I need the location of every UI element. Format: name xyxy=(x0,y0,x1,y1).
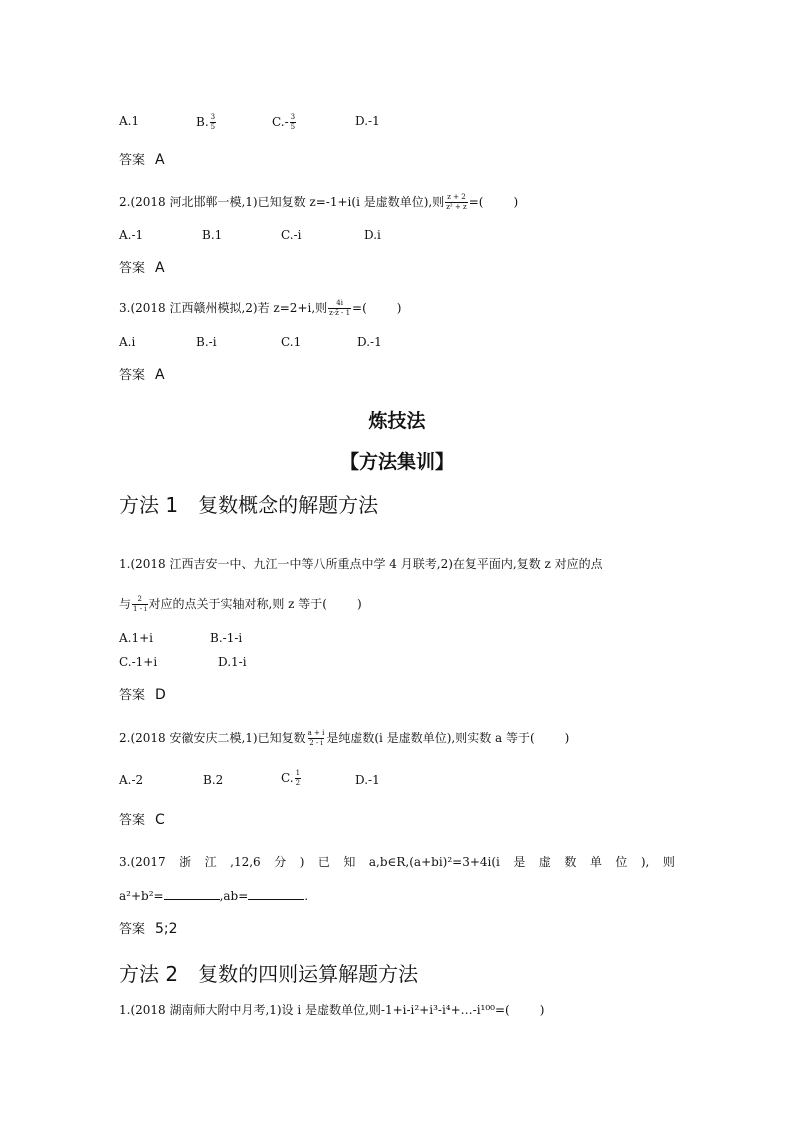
text-part: ), xyxy=(640,855,650,869)
answer-value: A xyxy=(155,152,165,168)
option-a: A.-2 xyxy=(119,773,144,787)
fraction-numerator: a + i xyxy=(307,729,325,737)
fraction-denominator: 2 xyxy=(295,779,301,787)
text-part: 知 xyxy=(343,855,356,869)
fraction xyxy=(445,194,468,211)
option-c xyxy=(281,770,302,787)
section-title: 炼技法 xyxy=(368,410,426,432)
fraction-numerator: 3 xyxy=(290,113,296,121)
method-1-heading xyxy=(119,489,378,518)
answer-label: 答案 xyxy=(119,153,146,168)
answer xyxy=(119,688,166,702)
answer xyxy=(119,813,165,827)
fraction xyxy=(295,770,301,787)
method-label: 方法 2 xyxy=(119,962,179,986)
fraction-denominator: 1 - i xyxy=(133,605,147,613)
method-1-question-3-line-2 xyxy=(119,890,308,902)
fraction-numerator: z + 2 xyxy=(447,193,466,201)
text-part: 浙 xyxy=(179,855,192,869)
option-b: B.-i xyxy=(196,335,217,349)
text-part: ,ab= xyxy=(219,889,249,903)
method-title: 复数概念的解题方法 xyxy=(198,493,379,517)
text-part: 则 xyxy=(662,855,675,869)
answer-label: 答案 xyxy=(119,813,146,828)
answer-value: D xyxy=(155,687,166,703)
question-text: 与 xyxy=(119,597,132,611)
method-1-question-2 xyxy=(119,730,569,747)
text-part: ,12,6 xyxy=(230,855,261,869)
answer-label: 答案 xyxy=(119,368,146,383)
text-part: ) xyxy=(299,855,305,869)
paren-close: ) xyxy=(396,301,402,315)
paren-close: ) xyxy=(513,195,519,209)
answer-value: 5;2 xyxy=(155,921,178,937)
fraction xyxy=(328,300,351,317)
option-d: D.-1 xyxy=(357,335,382,349)
method-label: 方法 1 xyxy=(119,493,179,517)
method-title: 复数的四则运算解题方法 xyxy=(198,962,419,986)
option-a: A.1 xyxy=(119,114,140,128)
answer-blank[interactable] xyxy=(248,899,304,900)
answer-label: 答案 xyxy=(119,261,146,276)
option-c: C.-1+i xyxy=(119,655,158,669)
answer-value: A xyxy=(155,367,165,383)
question-text-end: 对应的点关于实轴对称,则 z 等于( xyxy=(148,597,327,611)
option-c-label: C.- xyxy=(272,115,289,129)
fraction-denominator: z² + z xyxy=(446,203,467,211)
method-2-question-1 xyxy=(119,1004,544,1016)
option-b: B.2 xyxy=(203,773,224,787)
answer-blank[interactable] xyxy=(164,899,220,900)
paren-close: ) xyxy=(564,731,570,745)
question-text: 2.(2018 河北邯郸一模,1)已知复数 z=-1+i(i 是虚数单位),则 xyxy=(119,195,445,209)
option-b: B.-1-i xyxy=(210,631,243,645)
option-d: D.1-i xyxy=(218,655,247,669)
answer-value: A xyxy=(155,260,165,276)
fraction-numerator: 3 xyxy=(210,113,216,121)
question-text: 2.(2018 安徽安庆二模,1)已知复数 xyxy=(119,731,306,745)
fraction-numerator: 1 xyxy=(295,769,301,777)
option-c-label: C. xyxy=(281,771,294,785)
paren-close: ) xyxy=(539,1003,545,1017)
fraction xyxy=(290,114,296,131)
answer xyxy=(119,261,165,275)
question-text: 3.(2018 江西赣州模拟,2)若 z=2+i,则 xyxy=(119,301,328,315)
option-c: C.-i xyxy=(281,228,302,242)
option-a: A.i xyxy=(119,335,136,349)
fraction xyxy=(210,114,216,131)
answer-label: 答案 xyxy=(119,922,146,937)
paren-close: ) xyxy=(356,597,362,611)
text-part: 分 xyxy=(274,855,287,869)
text-part: 已 xyxy=(317,855,330,869)
method-1-question-1-line-2 xyxy=(119,596,362,613)
method-2-heading xyxy=(119,958,418,987)
question-text-end: =( xyxy=(352,301,367,315)
fraction-denominator: 5 xyxy=(290,123,296,131)
option-d: D.-1 xyxy=(355,114,380,128)
method-1-question-3-line-1 xyxy=(119,856,675,868)
option-a: A.-1 xyxy=(119,228,144,242)
answer xyxy=(119,153,165,167)
fraction xyxy=(307,730,326,747)
text-part: 3.(2017 xyxy=(119,855,166,869)
question-text-end: 是纯虚数(i 是虚数单位),则实数 a 等于( xyxy=(326,731,535,745)
question-text: 1.(2018 湖南师大附中月考,1)设 i 是虚数单位,则-1+i-i²+i³-i⁴+…-i¹⁰⁰=( xyxy=(119,1003,510,1017)
text-part: a²+b²= xyxy=(119,889,164,903)
fraction-numerator: 2 xyxy=(137,595,142,603)
fraction-denominator: 2 - i xyxy=(309,739,323,747)
text-part: a,b∈R,(a+bi)²=3+4i(i xyxy=(368,855,500,869)
question-2 xyxy=(119,194,518,211)
option-c: C.1 xyxy=(281,335,302,349)
subsection-title: 【方法集训】 xyxy=(339,451,454,473)
question-3 xyxy=(119,300,401,317)
option-b-label: B. xyxy=(196,115,209,129)
method-1-question-1-line-1: 1.(2018 江西吉安一中、九江一中等八所重点中学 4 月联考,2)在复平面内,复数 z 对应的点 xyxy=(119,557,603,571)
answer-label: 答案 xyxy=(119,688,146,703)
text-part: . xyxy=(304,889,309,903)
fraction-denominator: z·z̄ - 1 xyxy=(329,309,351,317)
fraction-numerator: 4i xyxy=(336,299,343,307)
option-c xyxy=(272,114,297,131)
option-a: A.1+i xyxy=(119,631,154,645)
option-d: D.i xyxy=(364,228,381,242)
option-b: B.1 xyxy=(202,228,223,242)
text-part: 是 xyxy=(513,855,526,869)
text-part: 江 xyxy=(204,855,217,869)
question-text-end: =( xyxy=(468,195,484,209)
text-part: 单 xyxy=(589,855,602,869)
option-b xyxy=(196,114,217,131)
answer-value: C xyxy=(155,812,165,828)
option-d: D.-1 xyxy=(355,773,380,787)
text-part: 虚 xyxy=(538,855,551,869)
text-part: 数 xyxy=(564,855,577,869)
answer xyxy=(119,368,165,382)
fraction xyxy=(132,596,148,613)
answer xyxy=(119,922,178,936)
text-part: 位 xyxy=(615,855,628,869)
fraction-denominator: 5 xyxy=(210,123,216,131)
